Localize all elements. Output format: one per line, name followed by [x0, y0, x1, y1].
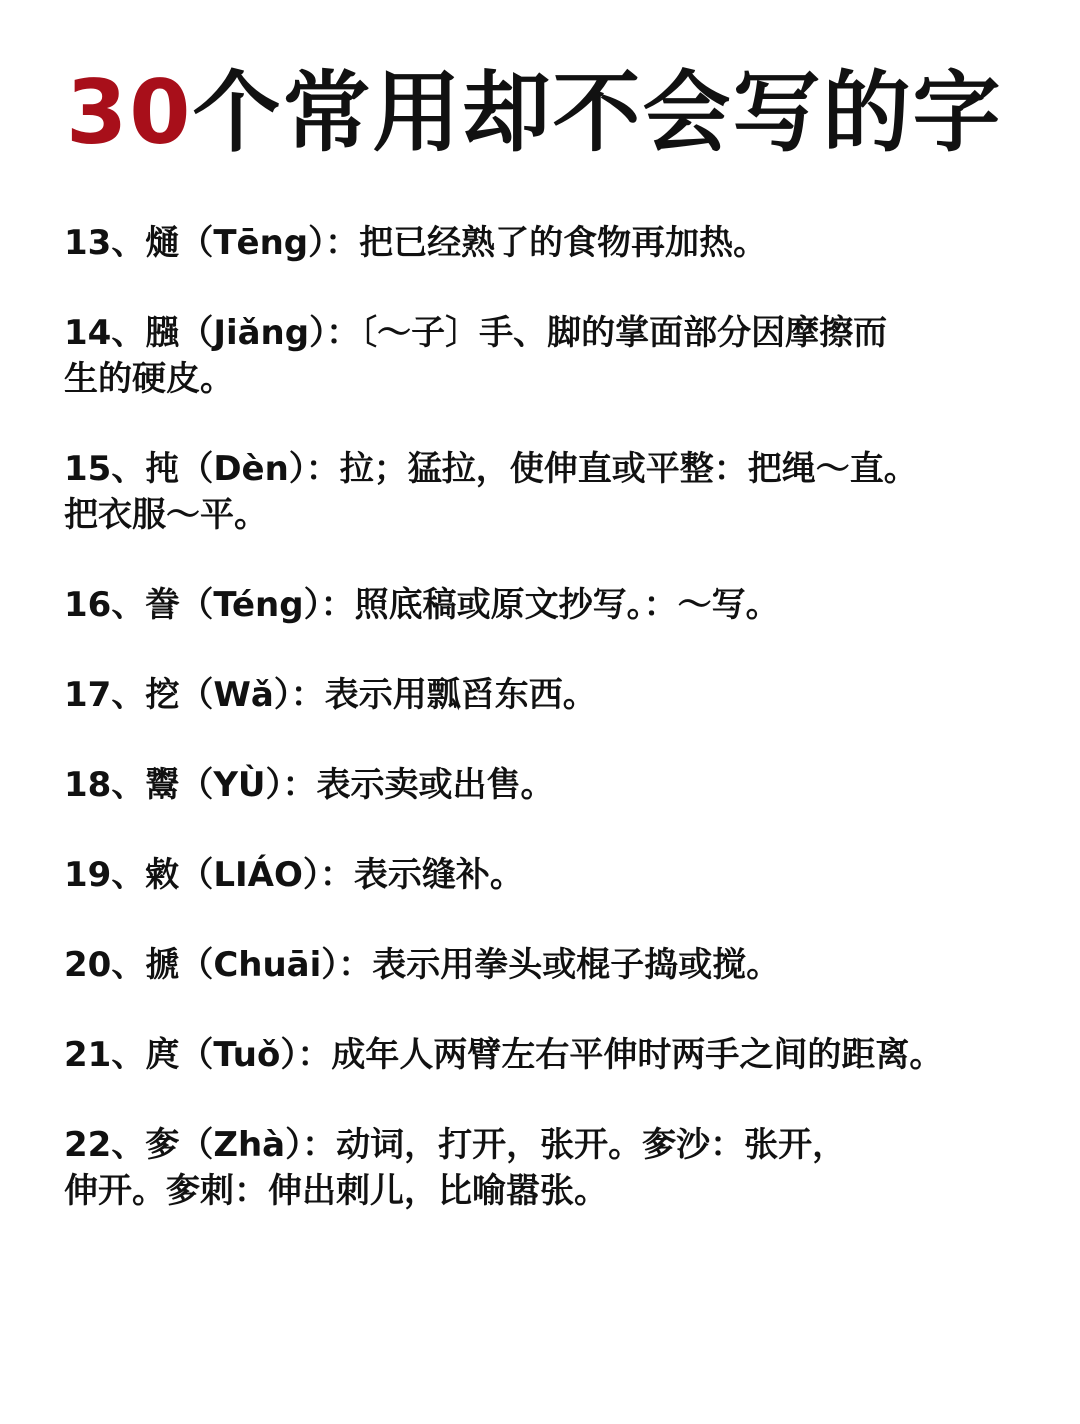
entry-line: 19、敹（LIÁO）：表示缝补。 — [64, 855, 524, 895]
list-item — [64, 582, 1014, 628]
entry-line: 生的硬皮。 — [64, 359, 234, 399]
list-item — [64, 672, 1014, 718]
list-item — [64, 762, 1014, 808]
list-item — [64, 446, 1014, 538]
title-number: 30 — [66, 61, 193, 164]
list-item — [64, 942, 1014, 988]
entry-line: 伸开。奓刺：伸出刺儿，比喻嚣张。 — [64, 1171, 608, 1211]
entry-line: 14、膙（Jiǎng）：〔～子〕手、脚的掌面部分因摩擦而 — [64, 313, 888, 353]
character-list — [64, 220, 1014, 1258]
list-item — [64, 1032, 1014, 1078]
list-item — [64, 1122, 1014, 1214]
entry-line: 16、誊（Téng）：照底稿或原文抄写。：～写。 — [64, 585, 780, 625]
page-title — [66, 58, 1002, 168]
entry-line: 15、扽（Dèn）：拉；猛拉，使伸直或平整：把绳～直。 — [64, 449, 918, 489]
list-item — [64, 220, 1014, 266]
title-text: 个常用却不会写的字 — [192, 61, 1003, 164]
entry-line: 17、挖（Wǎ）：表示用瓢舀东西。 — [64, 675, 597, 715]
entry-line: 13、熥（Tēng）：把已经熟了的食物再加热。 — [64, 223, 768, 263]
entry-line: 21、庹（Tuǒ）：成年人两臂左右平伸时两手之间的距离。 — [64, 1035, 944, 1075]
entry-line: 18、鬻（YÙ）：表示卖或出售。 — [64, 765, 555, 805]
list-item — [64, 310, 1014, 402]
entry-line: 把衣服～平。 — [64, 495, 268, 535]
entry-line: 22、奓（Zhà）：动词，打开，张开。奓沙：张开， — [64, 1125, 847, 1165]
entry-line: 20、搋（Chuāi）：表示用拳头或棍子捣或搅。 — [64, 945, 781, 985]
list-item — [64, 852, 1014, 898]
